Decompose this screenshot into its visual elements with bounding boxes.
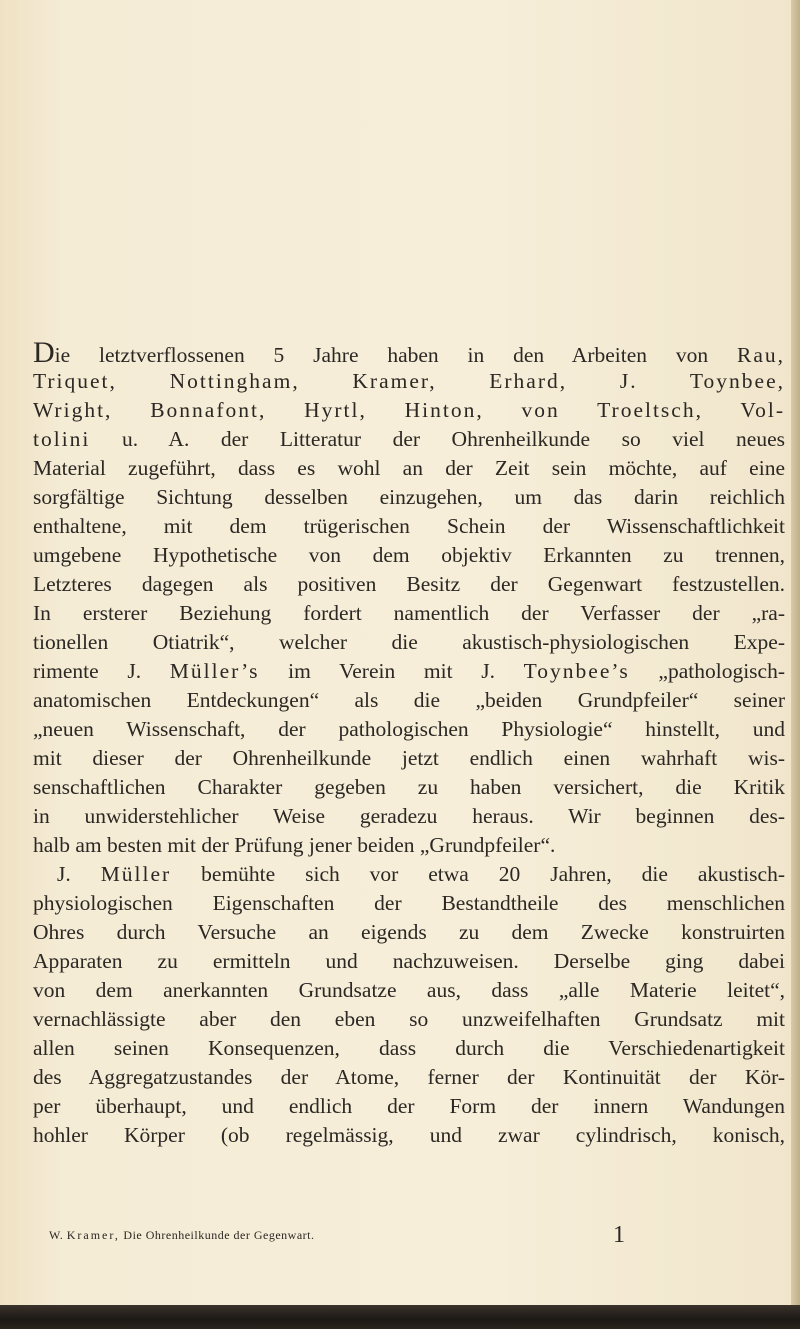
footer-title: Die Ohrenheilkunde der Gegenwart.: [119, 1228, 315, 1242]
text-line: Triquet, Nottingham, Kramer, Erhard, J. Toynbee,: [33, 369, 785, 393]
text-line: des Aggregatzustandes der Atome, ferner der Kontinuität der Kör-: [33, 1065, 785, 1089]
body-text: [33, 338, 785, 1150]
page-footer: [49, 1224, 749, 1246]
text-line: senschaftlichen Charakter gegeben zu haben versichert, die Kritik: [33, 775, 785, 799]
text-line: In ersterer Beziehung fordert namentlich der Verfasser der „ra-: [33, 601, 785, 625]
text-line: anatomischen Entdeckungen“ als die „beiden Grundpfeiler“ seiner: [33, 688, 785, 712]
footer-author-prefix: W.: [49, 1228, 67, 1242]
text-line: Letzteres dagegen als positiven Besitz der Gegenwart festzustellen.: [33, 572, 785, 596]
text-line: rimente J. Müller’s im Verein mit J. Toynbee’s „pathologisch-: [33, 659, 785, 683]
drop-cap: D: [33, 336, 55, 369]
text-line: halb am besten mit der Prüfung jener beiden „Grundpfeiler“.: [33, 833, 556, 857]
text-line: in unwiderstehlicher Weise geradezu heraus. Wir beginnen des-: [33, 804, 785, 828]
text-line: mit dieser der Ohrenheilkunde jetzt endlich einen wahrhaft wis-: [33, 746, 785, 770]
text-line: umgebene Hypothetische von dem objektiv Erkannten zu trennen,: [33, 543, 785, 567]
text-line: Ohres durch Versuche an eigends zu dem Zwecke konstruirten: [33, 920, 785, 944]
text-line: „neuen Wissenschaft, der pathologischen Physiologie“ hinstellt, und: [33, 717, 785, 741]
text-line: Wright, Bonnafont, Hyrtl, Hinton, von Troeltsch, Vol-: [33, 398, 785, 422]
text-line: hohler Körper (ob regelmässig, und zwar cylindrisch, konisch,: [33, 1123, 785, 1147]
text-line: Material zugeführt, dass es wohl an der Zeit sein möchte, auf eine: [33, 456, 785, 480]
text-line: Apparaten zu ermitteln und nachzuweisen. Derselbe ging dabei: [33, 949, 785, 973]
signature-mark: 1: [613, 1222, 625, 1248]
text-line: J. Müller bemühte sich vor etwa 20 Jahren, die akustisch-: [57, 862, 786, 886]
text-line: tolini u. A. der Litteratur der Ohrenheilkunde so viel neues: [33, 427, 785, 451]
page-edge-right: [791, 0, 800, 1329]
text-line: Die letztverflossenen 5 Jahre haben in den Arbeiten von Rau,: [33, 336, 785, 369]
text-line: sorgfältige Sichtung desselben einzugehen, um das darin reichlich: [33, 485, 785, 509]
text-line: allen seinen Konsequenzen, dass durch die Verschiedenartigkeit: [33, 1036, 785, 1060]
text-line: per überhaupt, und endlich der Form der innern Wandungen: [33, 1094, 785, 1118]
text-line: physiologischen Eigenschaften der Bestandtheile des menschlichen: [33, 891, 785, 915]
text-line: enthaltene, mit dem trügerischen Schein der Wissenschaftlichkeit: [33, 514, 785, 538]
text-line: vernachlässigte aber den eben so unzweifelhaften Grundsatz mit: [33, 1007, 785, 1031]
footer-author: Kramer,: [66, 1228, 120, 1242]
page-edge-bottom: [0, 1305, 800, 1329]
text-line: von dem anerkannten Grundsatze aus, dass „alle Materie leitet“,: [33, 978, 785, 1002]
text-line: tionellen Otiatrik“, welcher die akustisch-physiologischen Expe-: [33, 630, 785, 654]
